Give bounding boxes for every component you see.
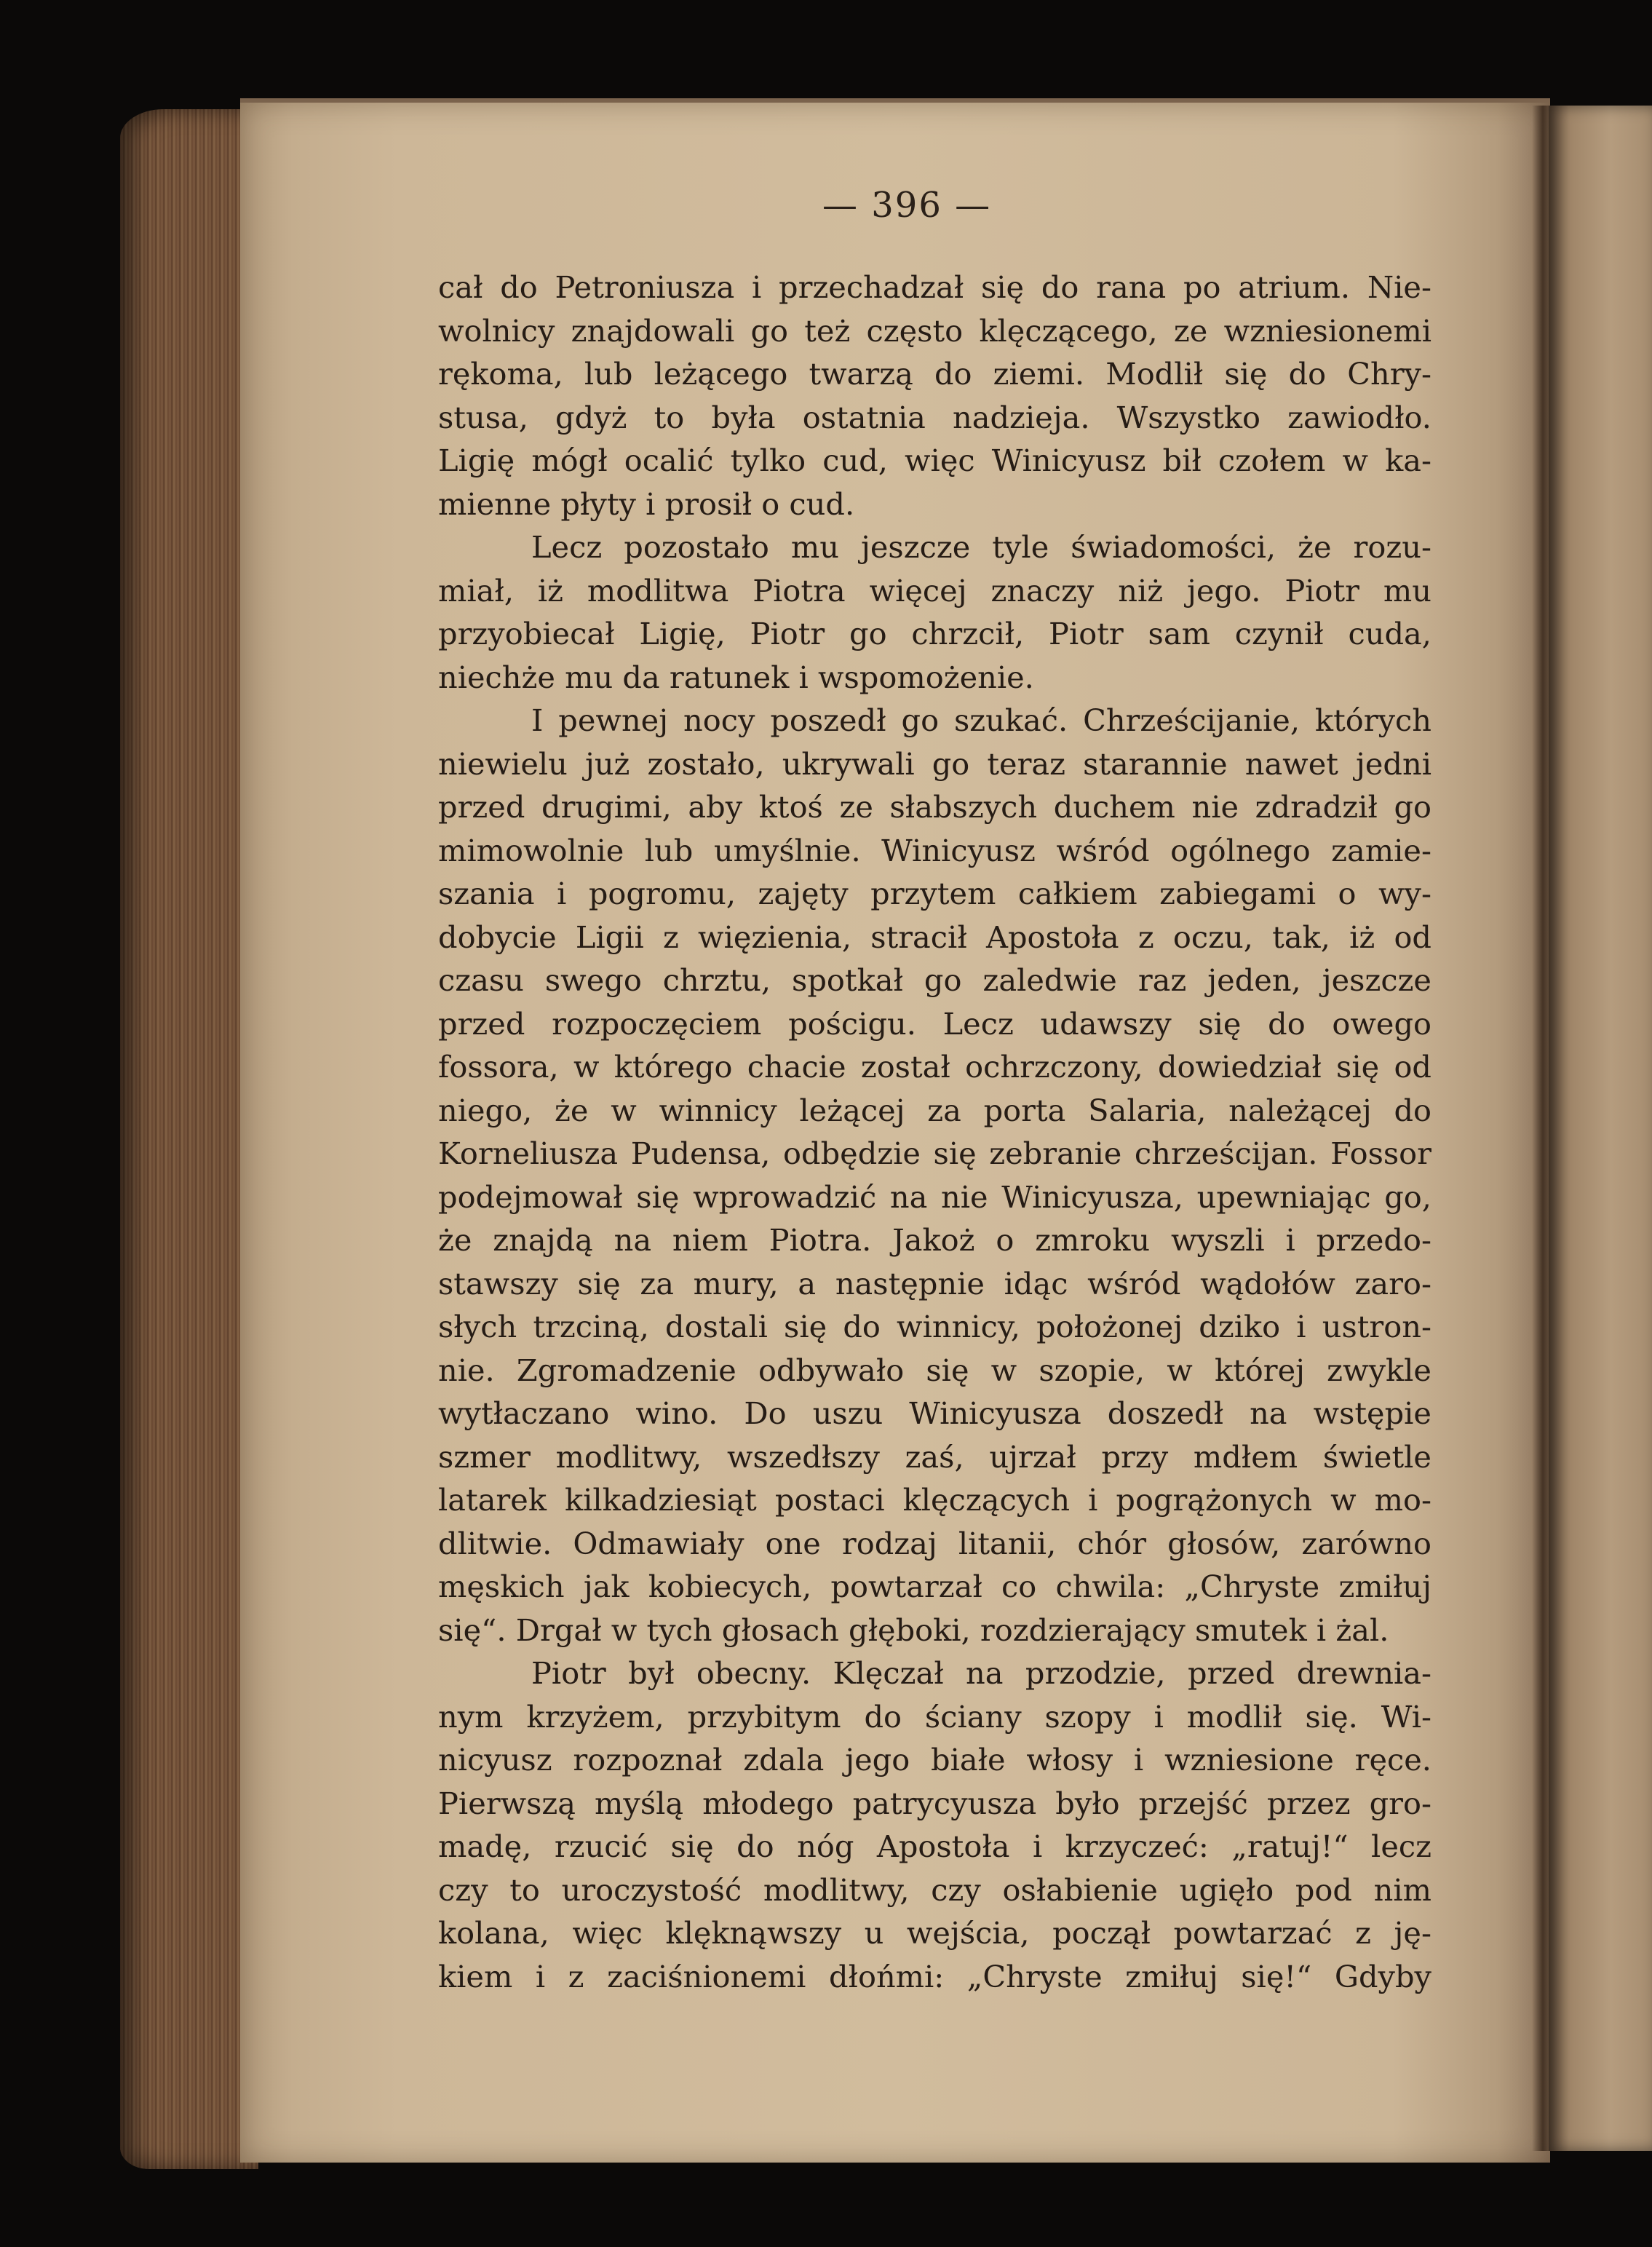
text-line: dlitwie. Odmawiały one rodzaj litanii, chór głosów, zarówno (438, 1525, 1431, 1561)
text-line: miał, iż modlitwa Piotra więcej znaczy niż jego. Piotr mu (438, 572, 1431, 609)
text-line: stawszy się za mury, a następnie idąc wśród wądołów zaro- (438, 1265, 1431, 1301)
text-line: rękoma, lub leżącego twarzą do ziemi. Modlił się do Chry- (438, 356, 1431, 392)
text-line: niewielu już zostało, ukrywali go teraz starannie nawet jedni (438, 745, 1431, 782)
text-line: stusa, gdyż to była ostatnia nadzieja. Wszystko zawiodło. (438, 399, 1431, 435)
facing-page-edge (1549, 106, 1652, 2151)
text-line: czasu swego chrztu, spotkał go zaledwie raz jeden, jeszcze (438, 962, 1431, 998)
text-line: szmer modlitwy, wszedłszy zaś, ujrzał przy mdłem świetle (438, 1438, 1431, 1475)
text-line: wytłaczano wino. Do uszu Winicyusza doszedł na wstępie (438, 1395, 1431, 1431)
text-line: mienne płyty i prosił o cud. (438, 486, 855, 522)
text-line: słych trzciną, dostali się do winnicy, położonej dziko i ustron- (438, 1309, 1431, 1344)
text-line: kiem i z zaciśnionemi dłońmi: „Chryste zmiłuj się!“ Gdyby (438, 1958, 1431, 1994)
text-line: mimowolnie lub umyślnie. Winicyusz wśród ogólnego zamie- (438, 832, 1431, 868)
text-line: męskich jak kobiecych, powtarzał co chwila: „Chryste zmiłuj (438, 1569, 1431, 1604)
text-line: że znajdą na niem Piotra. Jakoż o zmroku wyszli i przedo- (438, 1222, 1431, 1258)
text-line: Pierwszą myślą młodego patrycyusza było przejść przez gro- (438, 1785, 1431, 1821)
text-line: latarek kilkadziesiąt postaci klęczących i pogrążonych w mo- (438, 1482, 1431, 1518)
text-line: nicyusz rozpoznał zdala jego białe włosy i wzniesione ręce. (438, 1742, 1431, 1778)
text-line: przed drugimi, aby ktoś ze słabszych duchem nie zdradził go (438, 789, 1431, 825)
text-line: madę, rzucić się do nóg Apostoła i krzyczeć: „ratuj!“ lecz (438, 1828, 1431, 1864)
text-line: Ligię mógł ocalić tylko cud, więc Winicyusz bił czołem w ka- (438, 443, 1431, 478)
text-line: cał do Petroniusza i przechadzał się do rana po atrium. Nie- (438, 269, 1431, 305)
text-line: nym krzyżem, przybitym do ściany szopy i modlił się. Wi- (438, 1698, 1431, 1735)
text-line: fossora, w którego chacie został ochrzczony, dowiedział się od (438, 1049, 1431, 1085)
text-line: czy to uroczystość modlitwy, czy osłabienie ugięło pod nim (438, 1871, 1431, 1908)
text-line: kolana, więc klęknąwszy u wejścia, począł powtarzać z ję- (438, 1915, 1431, 1951)
text-line: dobycie Ligii z więzienia, stracił Apostoła z oczu, tak, iż od (438, 919, 1431, 955)
text-line: przed rozpoczęciem pościgu. Lecz udawszy się do owego (438, 1005, 1431, 1042)
text-line: niechże mu da ratunek i wspomożenie. (438, 659, 1034, 695)
text-line: nie. Zgromadzenie odbywało się w szopie, w której zwykle (438, 1352, 1431, 1388)
page-number: — 396 — (822, 185, 992, 226)
text-line: szania i pogromu, zajęty przytem całkiem zabiegami o wy- (438, 876, 1431, 911)
text-line: niego, że w winnicy leżącej za porta Salaria, należącej do (438, 1092, 1431, 1128)
text-line: się“. Drgał w tych głosach głęboki, rozdzierający smutek i żal. (438, 1612, 1389, 1648)
text-line: podejmował się wprowadzić na nie Winicyusza, upewniając go, (438, 1178, 1431, 1215)
page-edges-stack (120, 109, 258, 2169)
text-line: Korneliusza Pudensa, odbędzie się zebranie chrześcijan. Fossor (438, 1136, 1431, 1171)
text-line: I pewnej nocy poszedł go szukać. Chrześcijanie, których (531, 702, 1431, 738)
text-line: Piotr był obecny. Klęczał na przodzie, przed drewnia- (531, 1655, 1431, 1691)
text-line: wolnicy znajdowali go też często klęczącego, ze wzniesionemi (438, 312, 1431, 349)
text-line: Lecz pozostało mu jeszcze tyle świadomości, że rozu- (531, 529, 1431, 565)
text-line: przyobiecał Ligię, Piotr go chrzcił, Piotr sam czynił cuda, (438, 616, 1431, 651)
body-text (438, 266, 1431, 1998)
